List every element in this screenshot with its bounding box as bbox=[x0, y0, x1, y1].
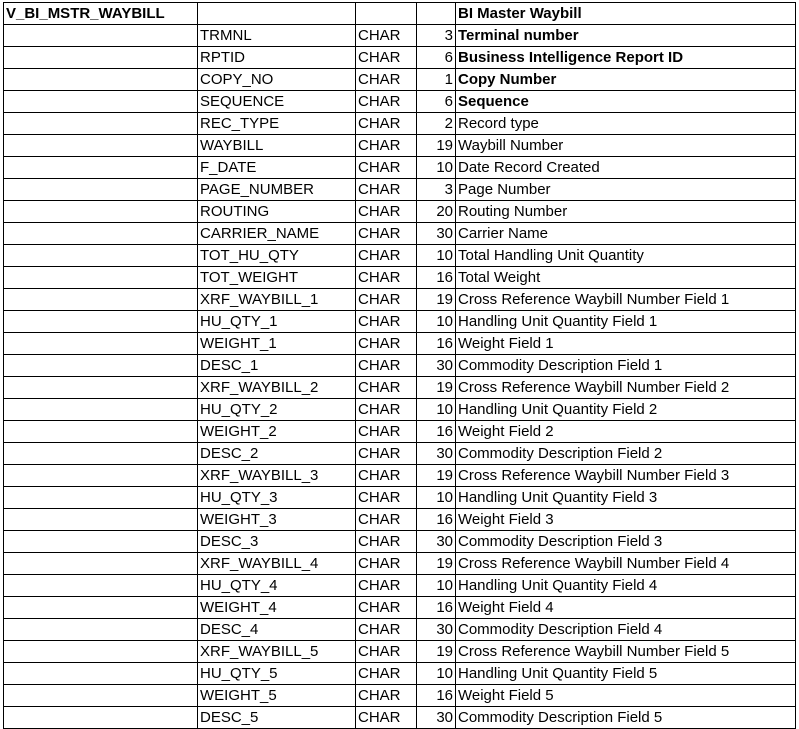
table-row bbox=[4, 531, 796, 553]
length-cell[interactable]: 19 bbox=[417, 135, 456, 157]
data-type-cell[interactable]: CHAR bbox=[356, 113, 417, 135]
table-row bbox=[4, 25, 796, 47]
table-row bbox=[4, 47, 796, 69]
length-cell[interactable]: 16 bbox=[417, 333, 456, 355]
blank-cell[interactable] bbox=[4, 707, 198, 729]
data-type-cell[interactable]: CHAR bbox=[356, 245, 417, 267]
description-cell[interactable]: Handling Unit Quantity Field 2 bbox=[456, 399, 796, 421]
blank-cell[interactable] bbox=[4, 663, 198, 685]
table-row bbox=[4, 69, 796, 91]
length-cell[interactable]: 30 bbox=[417, 223, 456, 245]
length-cell[interactable]: 10 bbox=[417, 663, 456, 685]
table-row bbox=[4, 201, 796, 223]
table-row bbox=[4, 575, 796, 597]
table-row bbox=[4, 619, 796, 641]
description-cell[interactable]: Total Weight bbox=[456, 267, 796, 289]
blank-cell[interactable] bbox=[4, 201, 198, 223]
description-cell[interactable]: Waybill Number bbox=[456, 135, 796, 157]
data-type-cell[interactable]: CHAR bbox=[356, 69, 417, 91]
view-name-cell[interactable]: V_BI_MSTR_WAYBILL bbox=[4, 3, 198, 25]
data-type-cell[interactable]: CHAR bbox=[356, 641, 417, 663]
field-name-cell[interactable]: REC_TYPE bbox=[198, 113, 356, 135]
description-cell[interactable]: Cross Reference Waybill Number Field 3 bbox=[456, 465, 796, 487]
length-cell[interactable]: 6 bbox=[417, 91, 456, 113]
empty-cell[interactable] bbox=[356, 3, 417, 25]
data-type-cell[interactable]: CHAR bbox=[356, 575, 417, 597]
data-type-cell[interactable]: CHAR bbox=[356, 707, 417, 729]
field-name-cell[interactable]: COPY_NO bbox=[198, 69, 356, 91]
field-name-cell[interactable]: XRF_WAYBILL_4 bbox=[198, 553, 356, 575]
length-cell[interactable]: 2 bbox=[417, 113, 456, 135]
description-cell[interactable]: Handling Unit Quantity Field 1 bbox=[456, 311, 796, 333]
description-cell[interactable]: Commodity Description Field 2 bbox=[456, 443, 796, 465]
description-cell[interactable]: Commodity Description Field 3 bbox=[456, 531, 796, 553]
table-row bbox=[4, 223, 796, 245]
blank-cell[interactable] bbox=[4, 289, 198, 311]
table-row bbox=[4, 157, 796, 179]
length-cell[interactable]: 30 bbox=[417, 443, 456, 465]
description-cell[interactable]: Commodity Description Field 5 bbox=[456, 707, 796, 729]
table-row bbox=[4, 289, 796, 311]
description-cell[interactable]: Date Record Created bbox=[456, 157, 796, 179]
length-cell[interactable]: 6 bbox=[417, 47, 456, 69]
table-row bbox=[4, 311, 796, 333]
data-type-cell[interactable]: CHAR bbox=[356, 377, 417, 399]
blank-cell[interactable] bbox=[4, 179, 198, 201]
data-type-cell[interactable]: CHAR bbox=[356, 201, 417, 223]
blank-cell[interactable] bbox=[4, 421, 198, 443]
description-cell[interactable]: Business Intelligence Report ID bbox=[456, 47, 796, 69]
table-row bbox=[4, 355, 796, 377]
field-name-cell[interactable]: DESC_1 bbox=[198, 355, 356, 377]
field-name-cell[interactable]: HU_QTY_5 bbox=[198, 663, 356, 685]
data-type-cell[interactable]: CHAR bbox=[356, 465, 417, 487]
blank-cell[interactable] bbox=[4, 465, 198, 487]
empty-cell[interactable] bbox=[417, 3, 456, 25]
blank-cell[interactable] bbox=[4, 641, 198, 663]
table-row bbox=[4, 641, 796, 663]
field-name-cell[interactable]: SEQUENCE bbox=[198, 91, 356, 113]
field-name-cell[interactable]: WEIGHT_3 bbox=[198, 509, 356, 531]
blank-cell[interactable] bbox=[4, 377, 198, 399]
table-row bbox=[4, 91, 796, 113]
data-type-cell[interactable]: CHAR bbox=[356, 553, 417, 575]
description-cell[interactable]: Commodity Description Field 4 bbox=[456, 619, 796, 641]
data-type-cell[interactable]: CHAR bbox=[356, 47, 417, 69]
table-row bbox=[4, 267, 796, 289]
length-cell[interactable]: 3 bbox=[417, 25, 456, 47]
blank-cell[interactable] bbox=[4, 113, 198, 135]
table-row bbox=[4, 465, 796, 487]
waybill-spec-table bbox=[3, 2, 796, 729]
blank-cell[interactable] bbox=[4, 399, 198, 421]
blank-cell[interactable] bbox=[4, 355, 198, 377]
table-row bbox=[4, 179, 796, 201]
blank-cell[interactable] bbox=[4, 685, 198, 707]
data-type-cell[interactable]: CHAR bbox=[356, 135, 417, 157]
length-cell[interactable]: 30 bbox=[417, 707, 456, 729]
blank-cell[interactable] bbox=[4, 619, 198, 641]
field-name-cell[interactable]: WEIGHT_2 bbox=[198, 421, 356, 443]
field-name-cell[interactable]: CARRIER_NAME bbox=[198, 223, 356, 245]
length-cell[interactable]: 19 bbox=[417, 289, 456, 311]
blank-cell[interactable] bbox=[4, 575, 198, 597]
description-cell[interactable]: Commodity Description Field 1 bbox=[456, 355, 796, 377]
blank-cell[interactable] bbox=[4, 47, 198, 69]
length-cell[interactable]: 10 bbox=[417, 399, 456, 421]
data-type-cell[interactable]: CHAR bbox=[356, 685, 417, 707]
description-cell[interactable]: Terminal number bbox=[456, 25, 796, 47]
data-type-cell[interactable]: CHAR bbox=[356, 421, 417, 443]
field-name-cell[interactable]: WEIGHT_5 bbox=[198, 685, 356, 707]
blank-cell[interactable] bbox=[4, 597, 198, 619]
description-cell[interactable]: Weight Field 1 bbox=[456, 333, 796, 355]
data-type-cell[interactable]: CHAR bbox=[356, 355, 417, 377]
length-cell[interactable]: 10 bbox=[417, 245, 456, 267]
blank-cell[interactable] bbox=[4, 223, 198, 245]
length-cell[interactable]: 19 bbox=[417, 377, 456, 399]
blank-cell[interactable] bbox=[4, 553, 198, 575]
description-cell[interactable]: Routing Number bbox=[456, 201, 796, 223]
description-cell[interactable]: Sequence bbox=[456, 91, 796, 113]
table-row bbox=[4, 597, 796, 619]
blank-cell[interactable] bbox=[4, 245, 198, 267]
field-name-cell[interactable]: HU_QTY_2 bbox=[198, 399, 356, 421]
length-cell[interactable]: 30 bbox=[417, 531, 456, 553]
blank-cell[interactable] bbox=[4, 487, 198, 509]
length-cell[interactable]: 3 bbox=[417, 179, 456, 201]
blank-cell[interactable] bbox=[4, 443, 198, 465]
table-row bbox=[4, 707, 796, 729]
length-cell[interactable]: 30 bbox=[417, 619, 456, 641]
field-name-cell[interactable]: WEIGHT_4 bbox=[198, 597, 356, 619]
field-name-cell[interactable]: TOT_WEIGHT bbox=[198, 267, 356, 289]
field-name-cell[interactable]: XRF_WAYBILL_5 bbox=[198, 641, 356, 663]
field-name-cell[interactable]: TRMNL bbox=[198, 25, 356, 47]
data-type-cell[interactable]: CHAR bbox=[356, 267, 417, 289]
length-cell[interactable]: 1 bbox=[417, 69, 456, 91]
description-cell[interactable]: Cross Reference Waybill Number Field 2 bbox=[456, 377, 796, 399]
header-row bbox=[4, 3, 796, 25]
table-row bbox=[4, 487, 796, 509]
data-type-cell[interactable]: CHAR bbox=[356, 443, 417, 465]
field-name-cell[interactable]: ROUTING bbox=[198, 201, 356, 223]
field-name-cell[interactable]: DESC_5 bbox=[198, 707, 356, 729]
field-name-cell[interactable]: HU_QTY_4 bbox=[198, 575, 356, 597]
length-cell[interactable]: 16 bbox=[417, 685, 456, 707]
length-cell[interactable]: 19 bbox=[417, 641, 456, 663]
table-row bbox=[4, 509, 796, 531]
blank-cell[interactable] bbox=[4, 157, 198, 179]
field-name-cell[interactable]: WAYBILL bbox=[198, 135, 356, 157]
length-cell[interactable]: 10 bbox=[417, 575, 456, 597]
blank-cell[interactable] bbox=[4, 311, 198, 333]
field-name-cell[interactable]: HU_QTY_3 bbox=[198, 487, 356, 509]
length-cell[interactable]: 16 bbox=[417, 597, 456, 619]
data-type-cell[interactable]: CHAR bbox=[356, 619, 417, 641]
table-row bbox=[4, 553, 796, 575]
description-cell[interactable]: Cross Reference Waybill Number Field 4 bbox=[456, 553, 796, 575]
field-name-cell[interactable]: DESC_3 bbox=[198, 531, 356, 553]
table-row bbox=[4, 333, 796, 355]
field-name-cell[interactable]: RPTID bbox=[198, 47, 356, 69]
length-cell[interactable]: 19 bbox=[417, 553, 456, 575]
description-cell[interactable]: Total Handling Unit Quantity bbox=[456, 245, 796, 267]
blank-cell[interactable] bbox=[4, 135, 198, 157]
length-cell[interactable]: 10 bbox=[417, 311, 456, 333]
view-description-cell[interactable]: BI Master Waybill bbox=[456, 3, 796, 25]
data-type-cell[interactable]: CHAR bbox=[356, 663, 417, 685]
empty-cell[interactable] bbox=[198, 3, 356, 25]
field-name-cell[interactable]: DESC_4 bbox=[198, 619, 356, 641]
table-row bbox=[4, 421, 796, 443]
table-row bbox=[4, 443, 796, 465]
table-row bbox=[4, 399, 796, 421]
data-type-cell[interactable]: CHAR bbox=[356, 25, 417, 47]
table-body bbox=[4, 3, 796, 729]
field-name-cell[interactable]: F_DATE bbox=[198, 157, 356, 179]
field-name-cell[interactable]: XRF_WAYBILL_1 bbox=[198, 289, 356, 311]
blank-cell[interactable] bbox=[4, 531, 198, 553]
description-cell[interactable]: Page Number bbox=[456, 179, 796, 201]
description-cell[interactable]: Carrier Name bbox=[456, 223, 796, 245]
data-type-cell[interactable]: CHAR bbox=[356, 311, 417, 333]
description-cell[interactable]: Record type bbox=[456, 113, 796, 135]
field-name-cell[interactable]: XRF_WAYBILL_2 bbox=[198, 377, 356, 399]
data-type-cell[interactable]: CHAR bbox=[356, 333, 417, 355]
description-cell[interactable]: Weight Field 3 bbox=[456, 509, 796, 531]
data-type-cell[interactable]: CHAR bbox=[356, 223, 417, 245]
data-type-cell[interactable]: CHAR bbox=[356, 531, 417, 553]
data-type-cell[interactable]: CHAR bbox=[356, 157, 417, 179]
description-cell[interactable]: Weight Field 4 bbox=[456, 597, 796, 619]
table-row bbox=[4, 113, 796, 135]
description-cell[interactable]: Handling Unit Quantity Field 3 bbox=[456, 487, 796, 509]
description-cell[interactable]: Handling Unit Quantity Field 5 bbox=[456, 663, 796, 685]
table-row bbox=[4, 245, 796, 267]
field-name-cell[interactable]: DESC_2 bbox=[198, 443, 356, 465]
length-cell[interactable]: 19 bbox=[417, 465, 456, 487]
blank-cell[interactable] bbox=[4, 25, 198, 47]
data-type-cell[interactable]: CHAR bbox=[356, 597, 417, 619]
length-cell[interactable]: 16 bbox=[417, 267, 456, 289]
data-type-cell[interactable]: CHAR bbox=[356, 91, 417, 113]
data-type-cell[interactable]: CHAR bbox=[356, 289, 417, 311]
data-type-cell[interactable]: CHAR bbox=[356, 487, 417, 509]
length-cell[interactable]: 16 bbox=[417, 509, 456, 531]
description-cell[interactable]: Weight Field 2 bbox=[456, 421, 796, 443]
length-cell[interactable]: 30 bbox=[417, 355, 456, 377]
description-cell[interactable]: Handling Unit Quantity Field 4 bbox=[456, 575, 796, 597]
field-name-cell[interactable]: WEIGHT_1 bbox=[198, 333, 356, 355]
blank-cell[interactable] bbox=[4, 91, 198, 113]
description-cell[interactable]: Weight Field 5 bbox=[456, 685, 796, 707]
table-row bbox=[4, 135, 796, 157]
length-cell[interactable]: 10 bbox=[417, 487, 456, 509]
data-type-cell[interactable]: CHAR bbox=[356, 179, 417, 201]
description-cell[interactable]: Copy Number bbox=[456, 69, 796, 91]
table-row bbox=[4, 685, 796, 707]
blank-cell[interactable] bbox=[4, 267, 198, 289]
length-cell[interactable]: 16 bbox=[417, 421, 456, 443]
description-cell[interactable]: Cross Reference Waybill Number Field 1 bbox=[456, 289, 796, 311]
description-cell[interactable]: Cross Reference Waybill Number Field 5 bbox=[456, 641, 796, 663]
data-type-cell[interactable]: CHAR bbox=[356, 399, 417, 421]
field-name-cell[interactable]: PAGE_NUMBER bbox=[198, 179, 356, 201]
data-type-cell[interactable]: CHAR bbox=[356, 509, 417, 531]
blank-cell[interactable] bbox=[4, 509, 198, 531]
length-cell[interactable]: 10 bbox=[417, 157, 456, 179]
field-name-cell[interactable]: TOT_HU_QTY bbox=[198, 245, 356, 267]
table-row bbox=[4, 377, 796, 399]
blank-cell[interactable] bbox=[4, 333, 198, 355]
field-name-cell[interactable]: HU_QTY_1 bbox=[198, 311, 356, 333]
blank-cell[interactable] bbox=[4, 69, 198, 91]
field-name-cell[interactable]: XRF_WAYBILL_3 bbox=[198, 465, 356, 487]
length-cell[interactable]: 20 bbox=[417, 201, 456, 223]
table-row bbox=[4, 663, 796, 685]
